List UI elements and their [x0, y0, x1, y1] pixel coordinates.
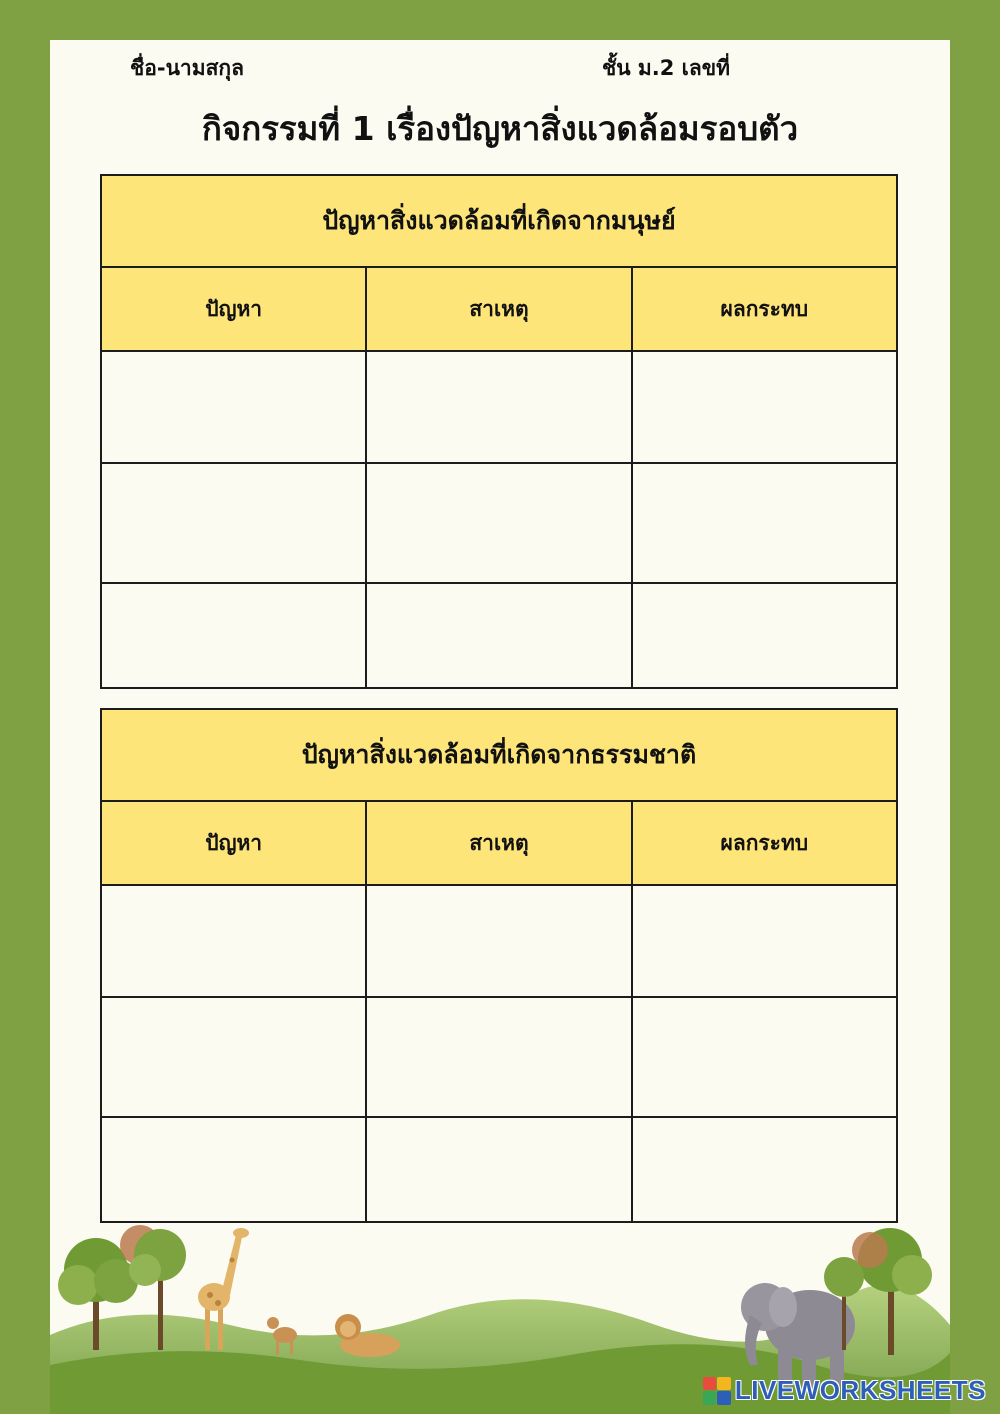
answer-cell[interactable]	[632, 1117, 897, 1222]
answer-cell[interactable]	[101, 885, 366, 997]
table-title: ปัญหาสิ่งแวดล้อมที่เกิดจากมนุษย์	[101, 175, 897, 267]
answer-cell[interactable]	[366, 997, 631, 1117]
table-row	[101, 463, 897, 583]
column-header-problem: ปัญหา	[101, 801, 366, 885]
answer-cell[interactable]	[101, 583, 366, 688]
human-caused-problems-table	[100, 174, 898, 689]
answer-cell[interactable]	[101, 997, 366, 1117]
worksheet-page	[50, 40, 950, 1414]
answer-cell[interactable]	[632, 885, 897, 997]
liveworksheets-logo-icon	[703, 1377, 731, 1405]
table-row	[101, 351, 897, 463]
table-row	[101, 997, 897, 1117]
table-title: ปัญหาสิ่งแวดล้อมที่เกิดจากธรรมชาติ	[101, 709, 897, 801]
answer-cell[interactable]	[101, 351, 366, 463]
class-number-label: ชั้น ม.2 เลขที่	[602, 56, 730, 80]
column-header-cause: สาเหตุ	[366, 801, 631, 885]
answer-cell[interactable]	[366, 885, 631, 997]
column-header-problem: ปัญหา	[101, 267, 366, 351]
page-title: กิจกรรมที่ 1 เรื่องปัญหาสิ่งแวดล้อมรอบตัว	[201, 109, 799, 148]
column-header-cause: สาเหตุ	[366, 267, 631, 351]
answer-cell[interactable]	[366, 1117, 631, 1222]
answer-cell[interactable]	[101, 463, 366, 583]
answer-cell[interactable]	[101, 1117, 366, 1222]
answer-cell[interactable]	[632, 997, 897, 1117]
watermark-text: LIVEWORKSHEETS	[734, 1375, 986, 1405]
nature-caused-problems-table	[100, 708, 898, 1223]
student-name-label: ชื่อ-นามสกุล	[130, 56, 244, 80]
answer-cell[interactable]	[366, 351, 631, 463]
answer-cell[interactable]	[366, 463, 631, 583]
table-row	[101, 1117, 897, 1222]
answer-cell[interactable]	[632, 463, 897, 583]
table-row	[101, 583, 897, 688]
column-header-impact: ผลกระทบ	[632, 801, 897, 885]
column-header-impact: ผลกระทบ	[632, 267, 897, 351]
liveworksheets-watermark[interactable]	[703, 1375, 986, 1406]
answer-cell[interactable]	[632, 351, 897, 463]
answer-cell[interactable]	[632, 583, 897, 688]
table-row	[101, 885, 897, 997]
answer-cell[interactable]	[366, 583, 631, 688]
